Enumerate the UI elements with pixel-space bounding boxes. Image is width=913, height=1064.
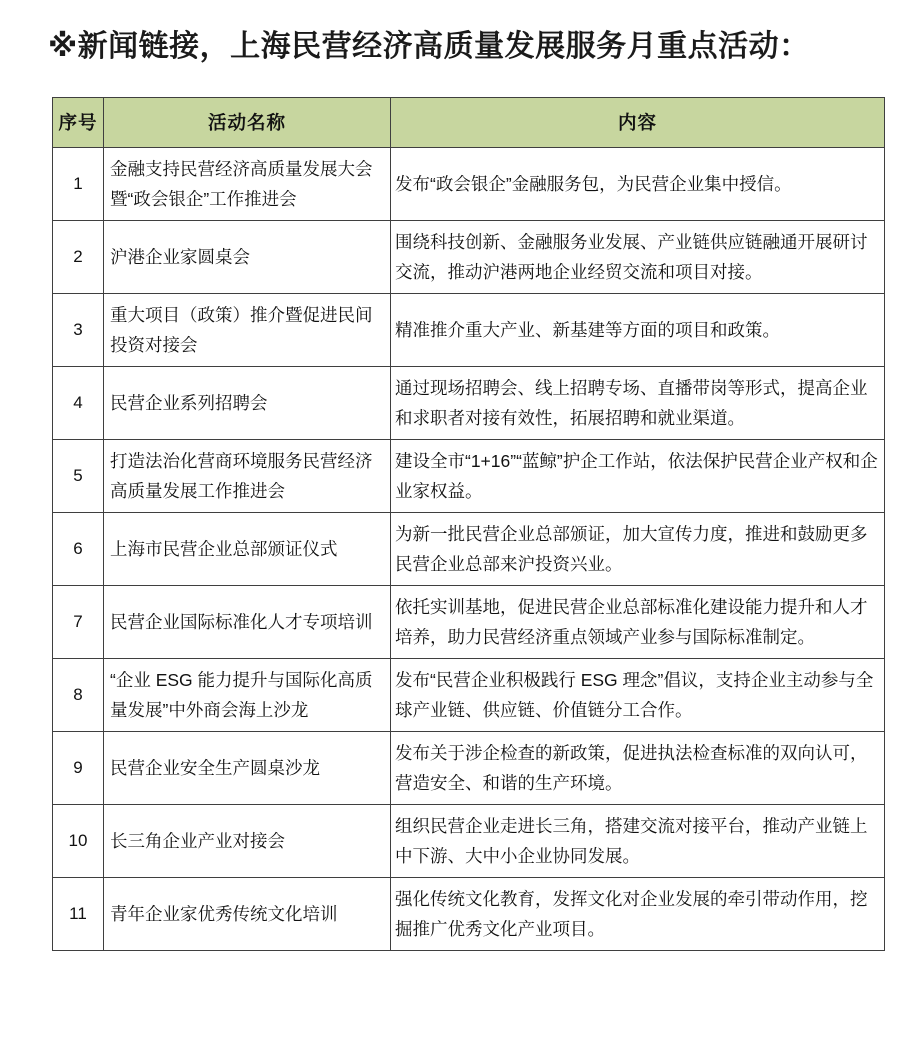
activity-name-cell: 打造法治化营商环境服务民营经济高质量发展工作推进会 <box>104 440 391 513</box>
table-row <box>53 805 885 878</box>
table-row <box>53 148 885 221</box>
activity-content-cell: 通过现场招聘会、线上招聘专场、直播带岗等形式，提高企业和求职者对接有效性，拓展招聘和就业渠道。 <box>391 367 885 440</box>
table-row <box>53 659 885 732</box>
row-index-cell: 6 <box>53 513 104 586</box>
column-header-index: 序号 <box>53 98 104 148</box>
activity-content-cell: 发布“民营企业积极践行 ESG 理念”倡议，支持企业主动参与全球产业链、供应链、价值链分工合作。 <box>391 659 885 732</box>
table-row <box>53 732 885 805</box>
table-row <box>53 586 885 659</box>
row-index-cell: 9 <box>53 732 104 805</box>
row-index-cell: 4 <box>53 367 104 440</box>
activity-name-cell: 沪港企业家圆桌会 <box>104 221 391 294</box>
activity-name-cell: 重大项目（政策）推介暨促进民间投资对接会 <box>104 294 391 367</box>
activity-name-cell: 青年企业家优秀传统文化培训 <box>104 878 391 951</box>
table-row <box>53 221 885 294</box>
activity-content-cell: 发布关于涉企检查的新政策，促进执法检查标准的双向认可，营造安全、和谐的生产环境。 <box>391 732 885 805</box>
table-header-row <box>53 98 885 148</box>
table-row <box>53 878 885 951</box>
column-header-name: 活动名称 <box>104 98 391 148</box>
activity-name-cell: 民营企业国际标准化人才专项培训 <box>104 586 391 659</box>
activity-name-cell: 民营企业安全生产圆桌沙龙 <box>104 732 391 805</box>
row-index-cell: 10 <box>53 805 104 878</box>
row-index-cell: 8 <box>53 659 104 732</box>
row-index-cell: 3 <box>53 294 104 367</box>
row-index-cell: 5 <box>53 440 104 513</box>
row-index-cell: 11 <box>53 878 104 951</box>
activity-content-cell: 建设全市“1+16”“蓝鲸”护企工作站，依法保护民营企业产权和企业家权益。 <box>391 440 885 513</box>
table-row <box>53 440 885 513</box>
activity-name-cell: “企业 ESG 能力提升与国际化高质量发展”中外商会海上沙龙 <box>104 659 391 732</box>
row-index-cell: 2 <box>53 221 104 294</box>
activity-name-cell: 上海市民营企业总部颁证仪式 <box>104 513 391 586</box>
table-row <box>53 513 885 586</box>
activity-content-cell: 为新一批民营企业总部颁证，加大宣传力度，推进和鼓励更多民营企业总部来沪投资兴业。 <box>391 513 885 586</box>
table-header <box>53 98 885 148</box>
table-body <box>53 148 885 951</box>
table-row <box>53 367 885 440</box>
activity-content-cell: 强化传统文化教育，发挥文化对企业发展的牵引带动作用，挖掘推广优秀文化产业项目。 <box>391 878 885 951</box>
activity-name-cell: 长三角企业产业对接会 <box>104 805 391 878</box>
activity-table <box>52 97 885 951</box>
table-row <box>53 294 885 367</box>
activity-content-cell: 组织民营企业走进长三角，搭建交流对接平台，推动产业链上中下游、大中小企业协同发展。 <box>391 805 885 878</box>
page-title: ※新闻链接，上海民营经济高质量发展服务月重点活动： <box>48 30 810 63</box>
activity-name-cell: 金融支持民营经济高质量发展大会暨“政会银企”工作推进会 <box>104 148 391 221</box>
activity-content-cell: 精准推介重大产业、新基建等方面的项目和政策。 <box>391 294 885 367</box>
activity-name-cell: 民营企业系列招聘会 <box>104 367 391 440</box>
row-index-cell: 1 <box>53 148 104 221</box>
activity-content-cell: 依托实训基地，促进民营企业总部标准化建设能力提升和人才培养，助力民营经济重点领域产业参与国际标准制定。 <box>391 586 885 659</box>
activity-content-cell: 发布“政会银企”金融服务包，为民营企业集中授信。 <box>391 148 885 221</box>
activity-content-cell: 围绕科技创新、金融服务业发展、产业链供应链融通开展研讨交流，推动沪港两地企业经贸交流和项目对接。 <box>391 221 885 294</box>
row-index-cell: 7 <box>53 586 104 659</box>
column-header-content: 内容 <box>391 98 885 148</box>
